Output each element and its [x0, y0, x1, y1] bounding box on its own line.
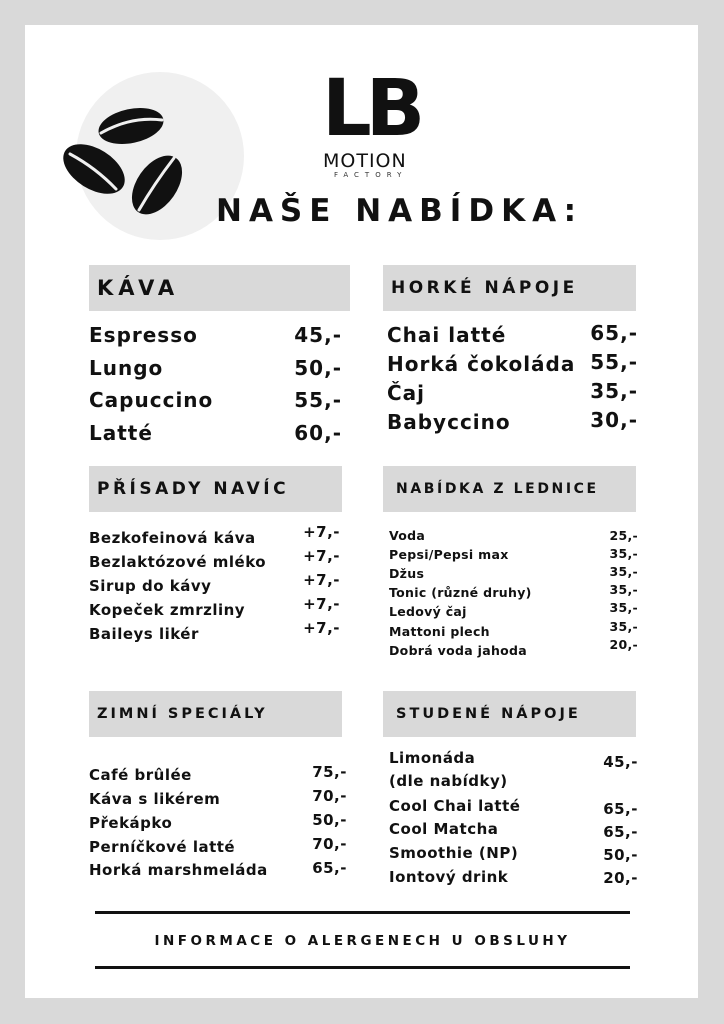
menu-item-price: 75,-	[312, 763, 347, 781]
menu-item-name: Voda	[389, 528, 426, 543]
section-header-kava: KÁVA	[89, 265, 350, 311]
menu-item-price: 50,-	[312, 811, 347, 829]
logo-mark: LB	[322, 64, 420, 154]
menu-item-price: 55,-	[294, 388, 342, 412]
section-header-studene-napoje: STUDENÉ NÁPOJE	[383, 691, 636, 737]
menu-item-name: Babyccino	[387, 410, 511, 434]
menu-item-price: 25,-	[609, 528, 638, 543]
menu-item-name: Mattoni plech	[389, 624, 490, 639]
menu-item-price: 20,-	[609, 637, 638, 652]
section-header-nabidka-z-lednice: NABÍDKA Z LEDNICE	[383, 466, 636, 512]
menu-item-name: Limonáda	[389, 749, 476, 767]
menu-item-price: 65,-	[603, 800, 638, 818]
menu-item-name: Sirup do kávy	[89, 577, 212, 595]
menu-item-price: +7,-	[303, 547, 340, 565]
coffee-beans-icon	[56, 96, 196, 226]
menu-item-name: Perníčkové latté	[89, 838, 236, 856]
divider-top	[95, 911, 630, 914]
divider-bottom	[95, 966, 630, 969]
menu-item-price: 65,-	[603, 823, 638, 841]
menu-item-name: Horká čokoláda	[387, 352, 576, 376]
menu-item-name: Bezkofeinová káva	[89, 529, 256, 547]
menu-item-price: 35,-	[590, 379, 638, 403]
section-header-zimni-specialy: ZIMNÍ SPECIÁLY	[89, 691, 342, 737]
menu-item-name: Latté	[89, 421, 153, 445]
menu-item-name: Smoothie (NP)	[389, 844, 519, 862]
logo-word-factory: FACTORY	[334, 171, 408, 179]
menu-item-price: 70,-	[312, 787, 347, 805]
menu-item-name: Cool Chai latté	[389, 797, 521, 815]
menu-item-price: 50,-	[294, 356, 342, 380]
menu-item-name: Káva s likérem	[89, 790, 221, 808]
menu-item-name: Capuccino	[89, 388, 214, 412]
menu-item-price: 45,-	[603, 753, 638, 771]
allergen-notice: INFORMACE O ALERGENECH U OBSLUHY	[154, 933, 571, 949]
page-title: NAŠE NABÍDKA:	[216, 193, 584, 229]
menu-item-price: +7,-	[303, 595, 340, 613]
menu-item-price: 65,-	[590, 321, 638, 345]
menu-item-name: Čaj	[387, 381, 426, 405]
menu-item-name: Tonic (různé druhy)	[389, 585, 532, 600]
menu-item-name: Cool Matcha	[389, 820, 499, 838]
menu-item-name: Café brûlée	[89, 766, 192, 784]
section-header-prisady-navic: PŘÍSADY NAVÍC	[89, 466, 342, 512]
menu-item-name: Baileys likér	[89, 625, 199, 643]
menu-item-price: +7,-	[303, 523, 340, 541]
menu-item-price: 65,-	[312, 859, 347, 877]
menu-item-name: Džus	[389, 566, 425, 581]
menu-item-price: +7,-	[303, 571, 340, 589]
menu-item-name: Ledový čaj	[389, 604, 467, 619]
menu-item-price: 60,-	[294, 421, 342, 445]
menu-item-name: Lungo	[89, 356, 164, 380]
menu-item-name: Bezlaktózové mléko	[89, 553, 267, 571]
menu-item-name: Espresso	[89, 323, 198, 347]
menu-item-name: Horká marshmeláda	[89, 861, 268, 879]
menu-item-name: Kopeček zmrzliny	[89, 601, 246, 619]
menu-item-price: 30,-	[590, 408, 638, 432]
menu-item-price: 20,-	[603, 869, 638, 887]
menu-item-name: Pepsi/Pepsi max	[389, 547, 509, 562]
menu-item-name: Iontový drink	[389, 868, 509, 886]
menu-item-name: (dle nabídky)	[389, 772, 508, 790]
menu-item-price: 35,-	[609, 600, 638, 615]
menu-item-price: 45,-	[294, 323, 342, 347]
menu-item-price: 70,-	[312, 835, 347, 853]
menu-item-price: 35,-	[609, 546, 638, 561]
menu-item-price: 35,-	[609, 564, 638, 579]
logo-word-motion: MOTION	[323, 150, 407, 172]
menu-item-price: 35,-	[609, 619, 638, 634]
menu-item-price: 55,-	[590, 350, 638, 374]
menu-item-price: 35,-	[609, 582, 638, 597]
section-header-horke-napoje: HORKÉ NÁPOJE	[383, 265, 636, 311]
menu-item-price: +7,-	[303, 619, 340, 637]
menu-item-name: Dobrá voda jahoda	[389, 643, 528, 658]
menu-item-name: Překápko	[89, 814, 173, 832]
menu-item-name: Chai latté	[387, 323, 507, 347]
menu-item-price: 50,-	[603, 846, 638, 864]
